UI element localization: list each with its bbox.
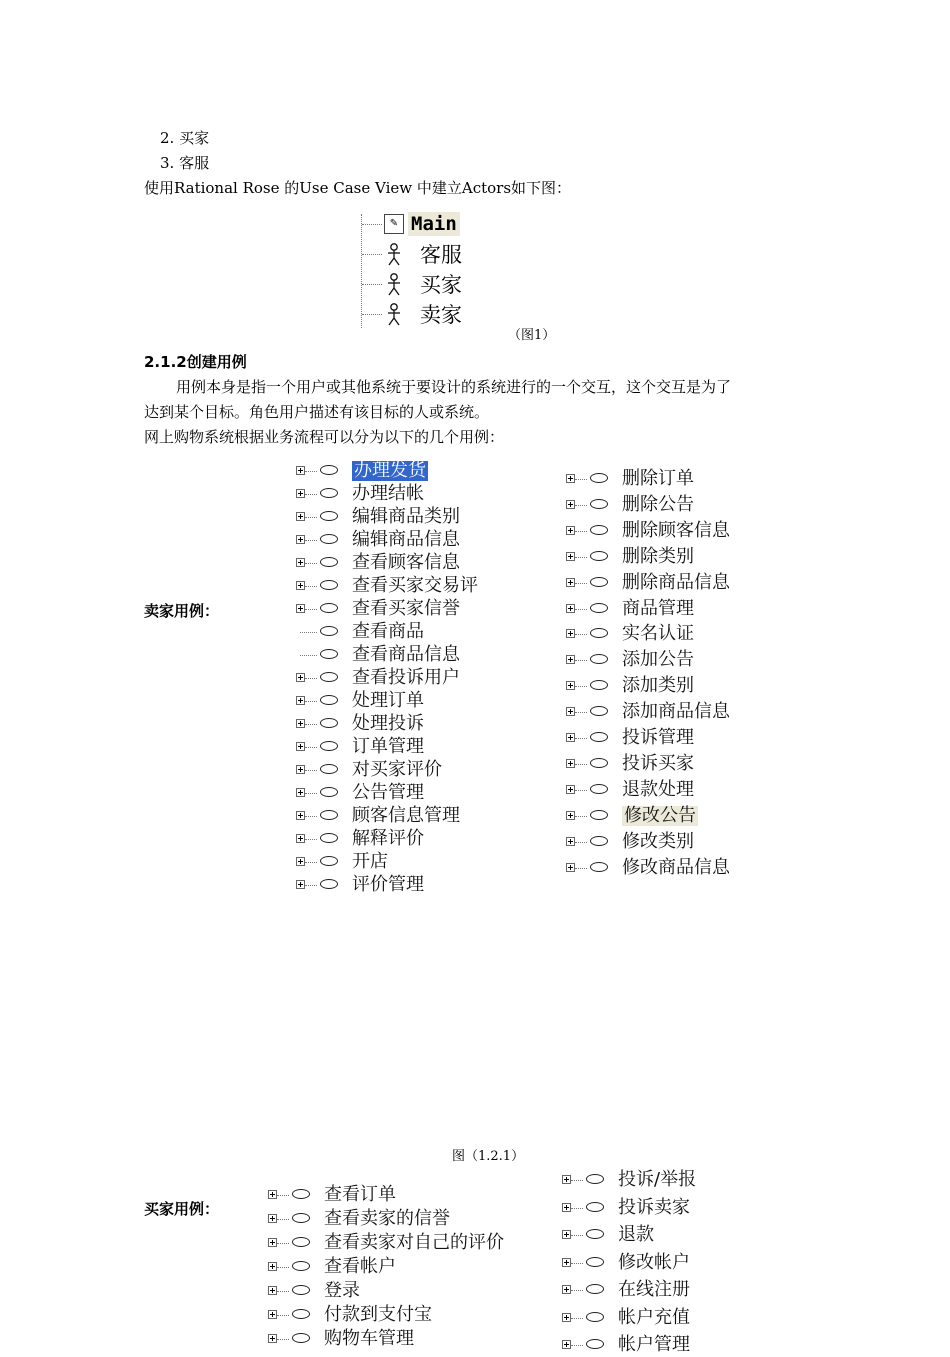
expand-icon[interactable] xyxy=(566,578,575,587)
expand-icon[interactable] xyxy=(296,489,305,498)
use-case-icon xyxy=(320,810,338,820)
tree-connector xyxy=(575,660,587,661)
seller-usecase-tree-left xyxy=(296,461,506,897)
expand-icon[interactable] xyxy=(562,1285,571,1294)
usecase-label: 修改公告 xyxy=(624,804,696,826)
tree-connector xyxy=(571,1263,583,1264)
seller-usecase-label: 卖家用例： xyxy=(144,602,220,620)
list-item-buyer: 2. 买家 xyxy=(160,129,210,147)
expand-icon[interactable] xyxy=(296,719,305,728)
tree-connector xyxy=(300,632,317,633)
use-case-icon xyxy=(320,787,338,797)
tree-connector xyxy=(305,609,317,610)
usecase-label: 删除商品信息 xyxy=(622,571,730,593)
use-case-icon xyxy=(292,1213,310,1223)
expand-icon[interactable] xyxy=(562,1258,571,1267)
figure-caption-121: 图（1.2.1） xyxy=(452,1149,525,1164)
tree-connector xyxy=(575,686,587,687)
tree-connector xyxy=(305,747,317,748)
use-case-icon xyxy=(590,758,608,768)
actor-icon xyxy=(386,273,402,297)
use-case-icon xyxy=(320,672,338,682)
tree-connector xyxy=(575,557,587,558)
actor-icon xyxy=(386,303,402,327)
usecase-label: 解释评价 xyxy=(352,828,424,849)
use-case-icon xyxy=(292,1285,310,1295)
buyer-usecase-tree-right xyxy=(562,1169,762,1355)
expand-icon[interactable] xyxy=(566,863,575,872)
use-case-icon xyxy=(590,706,608,716)
usecase-label: 查看买家交易评 xyxy=(352,575,478,596)
expand-icon[interactable] xyxy=(566,681,575,690)
tree-connector xyxy=(575,712,587,713)
use-case-icon xyxy=(590,577,608,587)
tree-connector xyxy=(300,655,317,656)
tree-branch xyxy=(362,314,382,315)
usecase-label: 帐户充值 xyxy=(618,1306,690,1328)
tree-connector xyxy=(277,1195,289,1196)
use-case-icon xyxy=(586,1339,604,1349)
expand-icon[interactable] xyxy=(268,1286,277,1295)
usecase-label: 处理订单 xyxy=(352,690,424,711)
expand-icon[interactable] xyxy=(566,707,575,716)
usecase-label: 删除公告 xyxy=(622,493,694,515)
tree-connector xyxy=(571,1208,583,1209)
expand-icon[interactable] xyxy=(296,581,305,590)
expand-icon[interactable] xyxy=(562,1175,571,1184)
usecase-label: 查看卖家的信誉 xyxy=(324,1208,450,1229)
expand-icon[interactable] xyxy=(562,1230,571,1239)
use-case-icon xyxy=(590,654,608,664)
use-case-icon xyxy=(586,1202,604,1212)
tree-connector xyxy=(575,816,587,817)
tree-connector xyxy=(305,885,317,886)
usecase-label: 退款处理 xyxy=(622,778,694,800)
tree-connector xyxy=(575,583,587,584)
use-case-icon xyxy=(590,784,608,794)
expand-icon[interactable] xyxy=(296,696,305,705)
tree-connector xyxy=(305,540,317,541)
tree-root-label: Main xyxy=(408,212,460,236)
tree-connector xyxy=(575,531,587,532)
tree-connector xyxy=(305,563,317,564)
use-case-icon xyxy=(320,649,338,659)
expand-icon[interactable] xyxy=(268,1238,277,1247)
usecase-label: 办理发货 xyxy=(354,460,426,481)
use-case-icon xyxy=(586,1174,604,1184)
usecase-label: 开店 xyxy=(352,851,388,872)
paragraph-line: 达到某个目标。角色用户描述有该目标的人或系统。 xyxy=(144,403,490,421)
buyer-usecase-tree-left xyxy=(268,1184,508,1349)
expand-icon[interactable] xyxy=(566,474,575,483)
use-case-icon xyxy=(590,525,608,535)
usecase-label: 查看订单 xyxy=(324,1184,396,1205)
expand-icon[interactable] xyxy=(296,788,305,797)
use-case-icon xyxy=(320,764,338,774)
usecase-label: 付款到支付宝 xyxy=(324,1304,432,1325)
usecase-label: 添加公告 xyxy=(622,649,694,671)
use-case-icon xyxy=(590,680,608,690)
actor-icon xyxy=(386,243,402,267)
usecase-label: 评价管理 xyxy=(352,874,424,895)
use-case-icon xyxy=(320,695,338,705)
tree-connector xyxy=(305,494,317,495)
usecase-label: 查看买家信誉 xyxy=(352,598,460,619)
tree-connector xyxy=(277,1267,289,1268)
usecase-label: 订单管理 xyxy=(352,736,424,757)
tree-branch xyxy=(362,284,382,285)
tree-connector xyxy=(571,1180,583,1181)
usecase-label: 投诉买家 xyxy=(622,752,694,774)
usecase-label: 添加类别 xyxy=(622,675,694,697)
tree-connector xyxy=(571,1290,583,1291)
usecase-label: 添加商品信息 xyxy=(622,701,730,723)
expand-icon[interactable] xyxy=(566,604,575,613)
use-case-icon xyxy=(320,534,338,544)
expand-icon[interactable] xyxy=(562,1203,571,1212)
tree-connector xyxy=(305,839,317,840)
expand-icon[interactable] xyxy=(566,500,575,509)
tree-connector xyxy=(571,1318,583,1319)
usecase-label: 办理结帐 xyxy=(352,483,424,504)
use-case-icon xyxy=(590,836,608,846)
use-case-icon xyxy=(586,1312,604,1322)
usecase-label: 查看顾客信息 xyxy=(352,552,460,573)
use-case-icon xyxy=(590,551,608,561)
list-item-service: 3. 客服 xyxy=(160,154,210,172)
expand-icon[interactable] xyxy=(562,1340,571,1349)
expand-icon[interactable] xyxy=(296,535,305,544)
expand-icon[interactable] xyxy=(296,765,305,774)
usecase-label: 登录 xyxy=(324,1280,360,1301)
tree-connector xyxy=(277,1219,289,1220)
tree-connector xyxy=(575,790,587,791)
tree-branch xyxy=(362,224,382,225)
expand-icon[interactable] xyxy=(566,526,575,535)
usecase-label: 投诉卖家 xyxy=(618,1196,690,1218)
use-case-icon xyxy=(590,473,608,483)
usecase-label: 实名认证 xyxy=(622,623,694,645)
use-case-icon xyxy=(320,741,338,751)
expand-icon[interactable] xyxy=(296,466,305,475)
tree-connector xyxy=(305,770,317,771)
usecase-label: 投诉/举报 xyxy=(618,1169,697,1190)
use-case-icon xyxy=(292,1189,310,1199)
package-icon: ✎ xyxy=(384,214,404,234)
tree-connector xyxy=(305,862,317,863)
tree-connector xyxy=(575,505,587,506)
expand-icon[interactable] xyxy=(562,1313,571,1322)
use-case-icon xyxy=(590,499,608,509)
paragraph-line: 网上购物系统根据业务流程可以分为以下的几个用例： xyxy=(144,428,505,446)
tree-connector xyxy=(305,517,317,518)
use-case-icon xyxy=(590,810,608,820)
expand-icon[interactable] xyxy=(268,1190,277,1199)
use-case-icon xyxy=(320,626,338,636)
expand-icon[interactable] xyxy=(566,759,575,768)
use-case-icon xyxy=(590,603,608,613)
actor-label: 卖家 xyxy=(420,303,462,327)
usecase-label: 查看商品信息 xyxy=(352,644,460,665)
actor-label: 买家 xyxy=(420,273,462,297)
usecase-label: 帐户管理 xyxy=(618,1334,690,1355)
expand-icon[interactable] xyxy=(296,834,305,843)
usecase-label: 购物车管理 xyxy=(324,1328,414,1349)
expand-icon[interactable] xyxy=(566,811,575,820)
use-case-icon xyxy=(586,1257,604,1267)
actor-label: 客服 xyxy=(420,243,462,267)
usecase-label: 修改帐户 xyxy=(618,1251,690,1273)
usecase-label: 查看商品 xyxy=(352,621,424,642)
figure-caption-1: （图1） xyxy=(508,328,556,343)
tree-connector xyxy=(305,471,317,472)
tree-branch xyxy=(362,254,382,255)
tree-connector xyxy=(575,479,587,480)
usecase-label: 公告管理 xyxy=(352,782,424,803)
expand-icon[interactable] xyxy=(268,1334,277,1343)
use-case-icon xyxy=(292,1261,310,1271)
expand-icon[interactable] xyxy=(296,512,305,521)
use-case-icon xyxy=(320,879,338,889)
usecase-label: 删除订单 xyxy=(622,468,694,489)
tree-connector xyxy=(575,634,587,635)
usecase-label: 编辑商品信息 xyxy=(352,529,460,550)
expand-icon[interactable] xyxy=(566,655,575,664)
use-case-icon xyxy=(320,833,338,843)
expand-icon[interactable] xyxy=(296,857,305,866)
expand-icon[interactable] xyxy=(566,733,575,742)
usecase-label: 处理投诉 xyxy=(352,713,424,734)
intro-line: 使用Rational Rose 的Use Case View 中建立Actors如下图： xyxy=(144,179,572,197)
use-case-icon xyxy=(320,557,338,567)
usecase-label: 顾客信息管理 xyxy=(352,805,460,826)
expand-icon[interactable] xyxy=(296,742,305,751)
usecase-label: 查看卖家对自己的评价 xyxy=(324,1232,504,1253)
usecase-label: 查看帐户 xyxy=(324,1256,396,1277)
use-case-icon xyxy=(586,1284,604,1294)
use-case-icon xyxy=(590,862,608,872)
use-case-icon xyxy=(320,856,338,866)
use-case-icon xyxy=(320,603,338,613)
expand-icon[interactable] xyxy=(296,558,305,567)
tree-connector xyxy=(575,609,587,610)
tree-connector xyxy=(305,586,317,587)
expand-icon[interactable] xyxy=(296,811,305,820)
usecase-label: 修改商品信息 xyxy=(622,856,730,878)
expand-icon[interactable] xyxy=(566,837,575,846)
seller-usecase-tree-right xyxy=(566,469,766,884)
usecase-label: 查看投诉用户 xyxy=(352,667,460,688)
usecase-label: 修改类别 xyxy=(622,830,694,852)
expand-icon[interactable] xyxy=(296,673,305,682)
use-case-icon xyxy=(292,1309,310,1319)
tree-connector xyxy=(305,816,317,817)
use-case-icon xyxy=(292,1237,310,1247)
expand-icon[interactable] xyxy=(566,552,575,561)
usecase-label: 退款 xyxy=(618,1224,654,1245)
usecase-label: 投诉管理 xyxy=(622,727,694,748)
tree-connector xyxy=(571,1235,583,1236)
tree-connector xyxy=(575,868,587,869)
expand-icon[interactable] xyxy=(296,880,305,889)
use-case-icon xyxy=(586,1229,604,1239)
use-case-icon xyxy=(320,580,338,590)
expand-icon[interactable] xyxy=(566,785,575,794)
tree-connector xyxy=(277,1315,289,1316)
tree-connector xyxy=(305,701,317,702)
expand-icon[interactable] xyxy=(566,629,575,638)
section-heading: 2.1.2创建用例 xyxy=(144,353,247,371)
tree-connector xyxy=(571,1345,583,1346)
usecase-label: 在线注册 xyxy=(618,1279,690,1300)
tree-connector xyxy=(575,738,587,739)
use-case-icon xyxy=(320,465,338,475)
use-case-icon xyxy=(320,718,338,728)
expand-icon[interactable] xyxy=(296,604,305,613)
tree-connector xyxy=(575,764,587,765)
paragraph-line: 用例本身是指一个用户或其他系统于要设计的系统进行的一个交互，这个交互是为了 xyxy=(176,378,732,396)
tree-line xyxy=(361,214,363,328)
expand-icon[interactable] xyxy=(268,1214,277,1223)
use-case-icon xyxy=(590,732,608,742)
tree-connector xyxy=(277,1291,289,1292)
usecase-label: 删除顾客信息 xyxy=(622,519,730,541)
usecase-label: 删除类别 xyxy=(622,545,694,567)
tree-connector xyxy=(277,1243,289,1244)
actor-tree xyxy=(358,210,478,330)
tree-connector xyxy=(575,842,587,843)
usecase-label: 编辑商品类别 xyxy=(352,506,460,527)
tree-connector xyxy=(305,724,317,725)
usecase-label: 对买家评价 xyxy=(352,759,442,780)
use-case-icon xyxy=(590,628,608,638)
use-case-icon xyxy=(320,511,338,521)
usecase-label: 商品管理 xyxy=(622,597,694,619)
tree-connector xyxy=(277,1339,289,1340)
tree-connector xyxy=(305,793,317,794)
expand-icon[interactable] xyxy=(268,1262,277,1271)
expand-icon[interactable] xyxy=(268,1310,277,1319)
use-case-icon xyxy=(292,1333,310,1343)
buyer-usecase-label: 买家用例： xyxy=(144,1200,220,1218)
use-case-icon xyxy=(320,488,338,498)
tree-connector xyxy=(305,678,317,679)
